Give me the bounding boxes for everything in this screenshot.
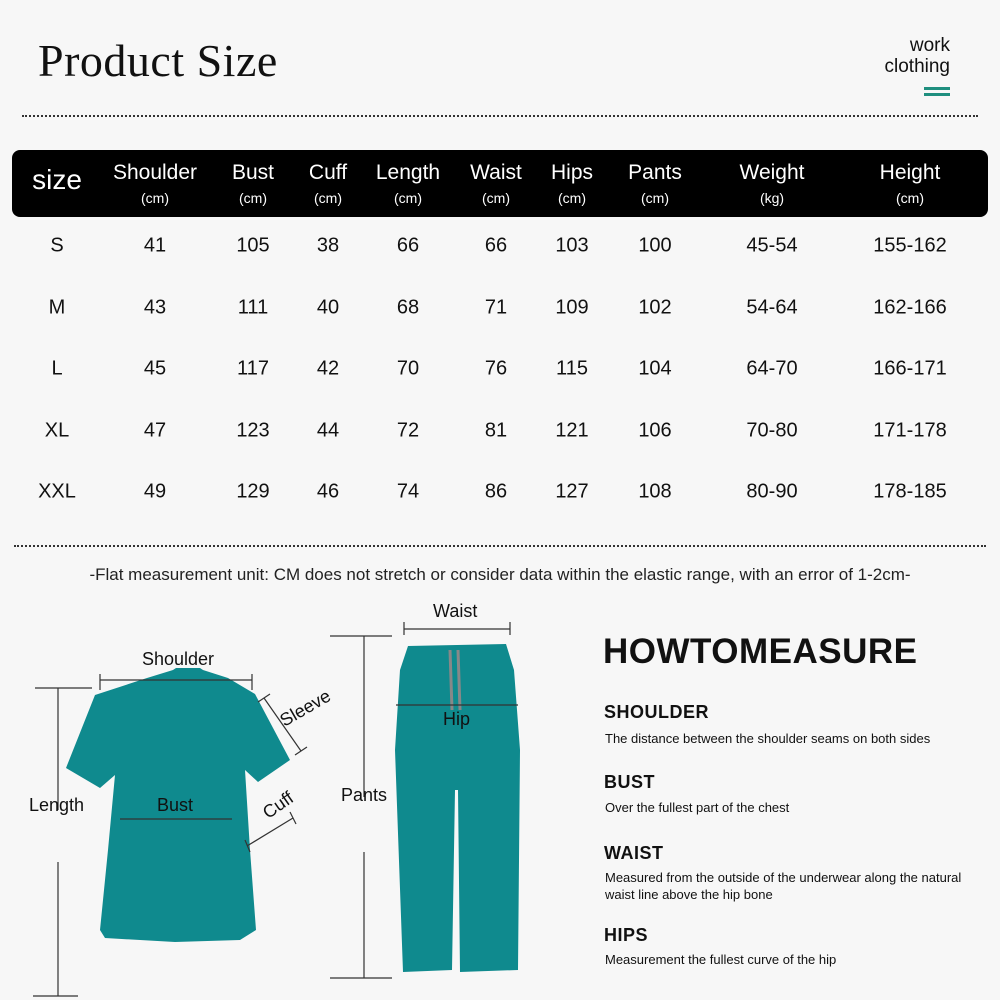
brand-equals-icon <box>924 87 950 99</box>
column-header-length: Length <box>375 161 441 184</box>
page-title: Product Size <box>38 35 278 86</box>
table-cell: 70 <box>396 357 420 380</box>
column-unit: (kg) <box>759 190 785 206</box>
table-cell: 66 <box>396 234 420 257</box>
divider <box>22 115 978 117</box>
label-length: Length <box>29 795 85 815</box>
table-cell: 104 <box>638 357 672 380</box>
table-cell: 40 <box>316 296 340 318</box>
divider <box>14 545 986 547</box>
brand-line-1: work <box>909 35 950 56</box>
table-cell: 102 <box>638 296 672 318</box>
column-unit: (cm) <box>896 190 924 206</box>
table-cell: 127 <box>555 480 589 503</box>
size-label: L <box>51 357 63 380</box>
measurement-diagram <box>0 590 600 1000</box>
column-header-shoulder: Shoulder <box>112 161 198 184</box>
column-header-waist: Waist <box>470 161 522 184</box>
section-heading-waist: WAIST <box>604 843 664 863</box>
table-cell: 45-54 <box>746 234 798 257</box>
column-unit: (cm) <box>558 190 586 206</box>
label-pants: Pants <box>341 785 388 805</box>
table-cell: 46 <box>316 480 340 503</box>
label-waist: Waist <box>433 601 478 621</box>
column-unit: (cm) <box>394 190 422 206</box>
brand-line-2: clothing <box>884 56 950 77</box>
column-header-hips: Hips <box>550 161 594 184</box>
label-sleeve: Sleeve <box>276 685 335 731</box>
table-cell: 166-171 <box>873 357 947 380</box>
table-cell: 117 <box>237 357 269 380</box>
table-cell: 121 <box>555 419 589 441</box>
table-cell: 74 <box>396 480 420 503</box>
label-cuff: Cuff <box>258 787 298 823</box>
column-header-weight: Weight <box>739 161 805 184</box>
table-cell: 178-185 <box>873 480 947 503</box>
column-unit: (cm) <box>239 190 267 206</box>
measurement-note: -Flat measurement unit: CM does not stretch or consider data within the elastic range, with an error of 1-2cm- <box>89 565 911 584</box>
column-unit: (cm) <box>314 190 342 206</box>
column-header-pants: Pants <box>628 161 682 184</box>
table-cell: 72 <box>396 419 420 441</box>
table-cell: 111 <box>237 296 269 318</box>
table-cell: 115 <box>556 357 588 380</box>
table-cell: 54-64 <box>746 296 798 318</box>
table-cell: 81 <box>484 419 508 441</box>
table-cell: 171-178 <box>873 419 947 441</box>
label-shoulder: Shoulder <box>142 649 215 669</box>
table-cell: 108 <box>638 480 672 503</box>
section-description: Over the fullest part of the chest <box>605 800 790 815</box>
table-cell: 66 <box>484 234 508 257</box>
table-cell: 155-162 <box>873 234 947 257</box>
table-cell: 42 <box>316 357 340 380</box>
table-cell: 70-80 <box>746 419 798 441</box>
label-bust: Bust <box>157 795 194 815</box>
table-cell: 45 <box>143 357 167 380</box>
brand-logo <box>885 35 951 77</box>
column-unit: (cm) <box>141 190 169 206</box>
section-heading-bust: BUST <box>604 772 655 792</box>
scrub-pants <box>395 644 520 972</box>
section-heading-shoulder: SHOULDER <box>604 702 710 722</box>
column-header-height: Height <box>879 161 941 184</box>
table-cell: 76 <box>484 357 508 380</box>
table-cell: 103 <box>555 234 589 257</box>
table-cell: 162-166 <box>873 296 947 318</box>
table-cell: 105 <box>236 234 270 257</box>
column-header-bust: Bust <box>231 161 275 184</box>
table-cell: 41 <box>143 234 167 257</box>
table-cell: 80-90 <box>746 480 798 503</box>
how-to-measure-title: HOWTOMEASURE <box>603 632 918 671</box>
table-cell: 106 <box>638 419 672 441</box>
label-hip: Hip <box>443 709 471 729</box>
table-cell: 49 <box>143 480 167 503</box>
table-cell: 47 <box>143 419 167 441</box>
section-heading-hips: HIPS <box>604 925 649 945</box>
column-header-cuff: Cuff <box>308 161 348 184</box>
size-label: XL <box>44 419 70 441</box>
column-header-size: size <box>32 164 82 195</box>
table-cell: 123 <box>236 419 270 441</box>
table-cell: 64-70 <box>746 357 798 380</box>
table-cell: 68 <box>396 296 420 318</box>
section-description: The distance between the shoulder seams on both sides <box>605 731 931 746</box>
table-cell: 38 <box>316 234 340 257</box>
table-cell: 71 <box>484 296 508 318</box>
column-unit: (cm) <box>641 190 669 206</box>
table-cell: 86 <box>484 480 508 503</box>
section-description: Measurement the fullest curve of the hip <box>605 952 837 967</box>
table-cell: 43 <box>143 296 167 318</box>
size-label: XXL <box>38 480 76 503</box>
size-label: S <box>50 234 64 257</box>
table-cell: 44 <box>316 419 340 441</box>
column-unit: (cm) <box>482 190 510 206</box>
table-cell: 109 <box>555 296 589 318</box>
section-description: Measured from the outside of the underwear along the natural waist line above the hip bone <box>605 870 962 902</box>
size-table-header <box>12 150 988 217</box>
size-label: M <box>48 296 66 318</box>
table-cell: 100 <box>638 234 672 257</box>
table-cell: 129 <box>236 480 270 503</box>
